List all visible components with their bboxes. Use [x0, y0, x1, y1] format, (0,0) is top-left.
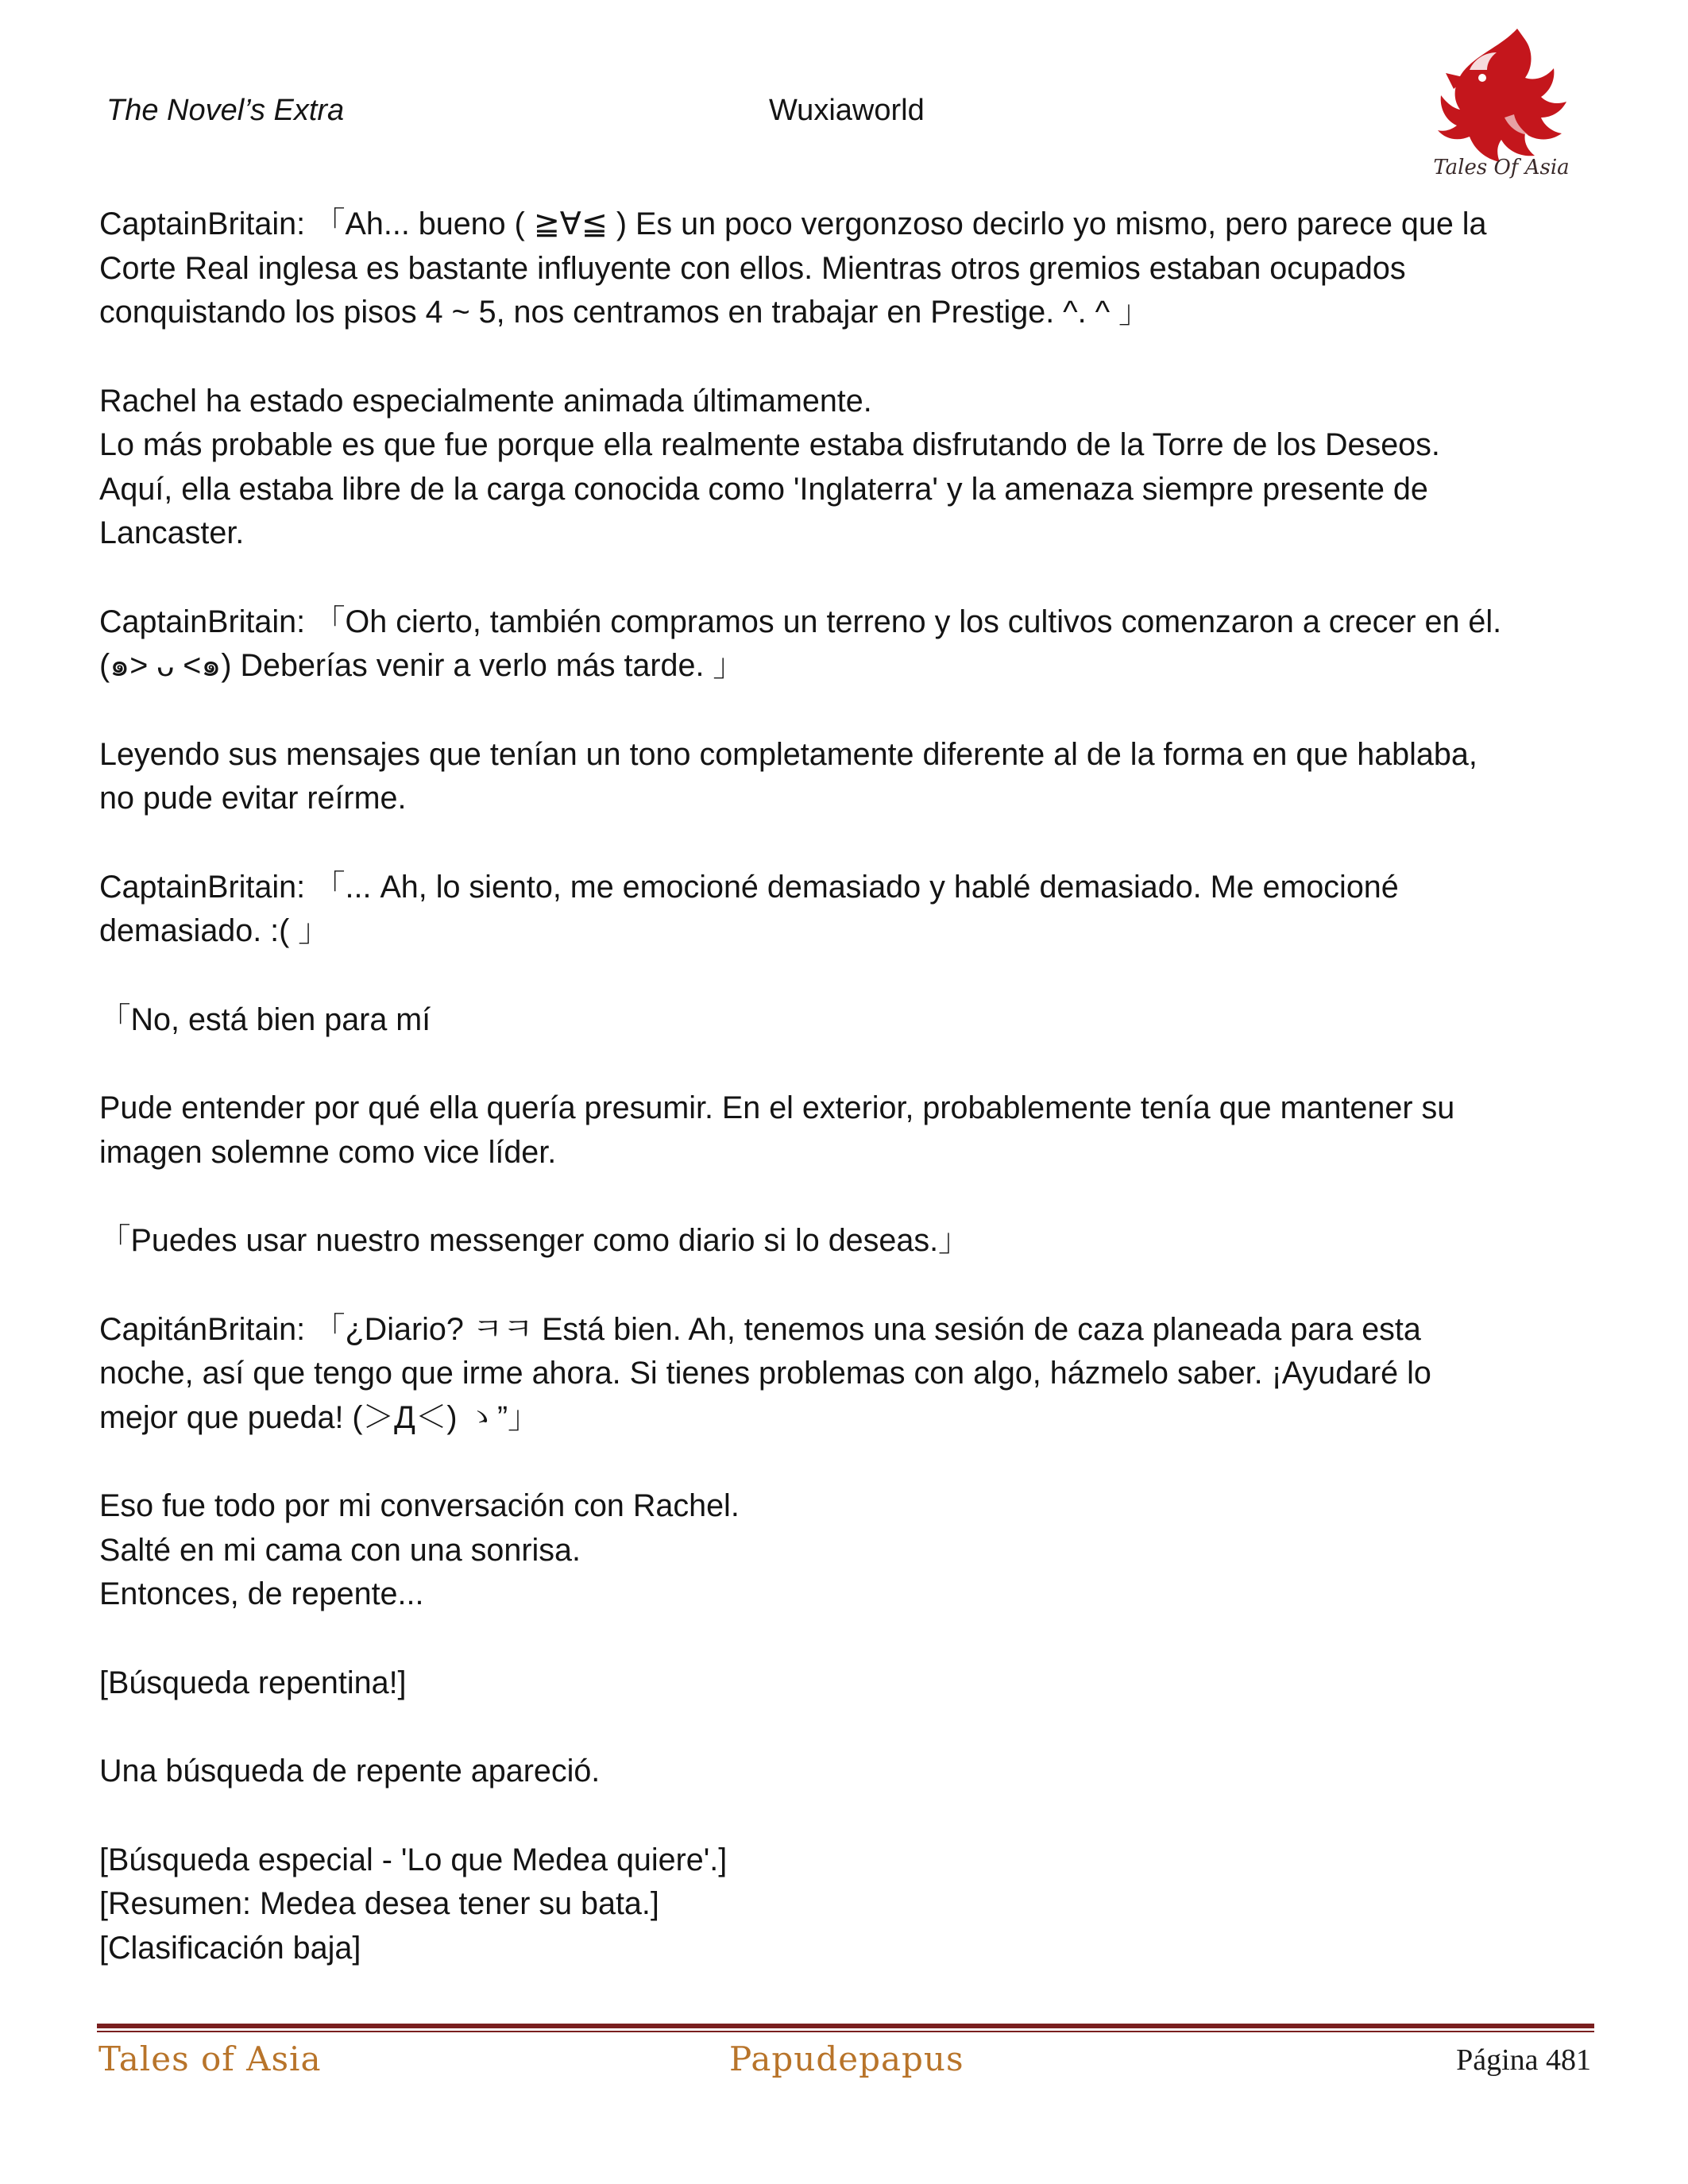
footer-translator: Papudepapus	[729, 2039, 964, 2078]
text-line: [Búsqueda especial - 'Lo que Medea quiere'.]	[99, 1842, 728, 1877]
text-line: [Búsqueda repentina!]	[99, 1665, 407, 1700]
text-line: mejor que pueda! (＞Д＜) ゝ”」	[99, 1399, 539, 1435]
text-line: (๑> ᴗ <๑) Deberías venir a verlo más tarde. 」	[99, 648, 744, 683]
paragraph	[99, 1750, 1593, 1794]
text-line: conquistando los pisos 4 ~ 5, nos centramos en trabajar en Prestige. ^. ^ 」	[99, 295, 1150, 330]
text-line: Eso fue todo por mi conversación con Rachel.	[99, 1488, 740, 1523]
text-line: CaptainBritain: 「... Ah, lo siento, me emocioné demasiado y hablé demasiado. Me emocioné	[99, 869, 1399, 905]
paragraph	[99, 1661, 1593, 1706]
text-line: 「No, está bien para mí	[99, 1001, 431, 1037]
text-line: Entonces, de repente...	[99, 1576, 424, 1611]
paragraph	[99, 1839, 1593, 1971]
text-line: noche, así que tengo que irme ahora. Si tienes problemas con algo, házmelo saber. ¡Ayudaré lo	[99, 1356, 1431, 1391]
text-line: Lancaster.	[99, 515, 245, 550]
text-line: CaptainBritain: 「Oh cierto, también compramos un terreno y los cultivos comenzaron a crecer en él.	[99, 604, 1502, 639]
paragraph	[99, 203, 1593, 335]
paragraph	[99, 600, 1593, 689]
logo-text: Tales Of Asia	[1433, 156, 1570, 179]
page-body	[99, 203, 1593, 1970]
paragraph	[99, 733, 1593, 821]
text-line: Rachel ha estado especialmente animada últimamente.	[99, 383, 872, 419]
text-line: demasiado. :( 」	[99, 913, 330, 948]
header-source: Wuxiaworld	[769, 94, 925, 127]
text-line: 「Puedes usar nuestro messenger como diario si lo deseas.」	[99, 1223, 970, 1258]
paragraph	[99, 866, 1593, 954]
header-novel-title: The Novel’s Extra	[106, 94, 345, 127]
text-line: CapitánBritain: 「¿Diario? ㅋㅋ Está bien. Ah, tenemos una sesión de caza planeada para esta	[99, 1311, 1421, 1347]
text-line: imagen solemne como vice líder.	[99, 1134, 557, 1170]
paragraph	[99, 380, 1593, 556]
paragraph	[99, 1308, 1593, 1441]
paragraph	[99, 1484, 1593, 1617]
text-line: Pude entender por qué ella quería presumir. En el exterior, probablemente tenía que mantener su	[99, 1090, 1455, 1125]
text-line: CaptainBritain: 「Ah... bueno ( ≧∀≦ ) Es un poco vergonzoso decirlo yo mismo, pero parece que la	[99, 206, 1487, 241]
paragraph	[99, 1086, 1593, 1175]
text-line: Salté en mi cama con una sonrisa.	[99, 1532, 581, 1568]
footer-rule-thick	[97, 2024, 1594, 2028]
text-line: Lo más probable es que fue porque ella realmente estaba disfrutando de la Torre de los Deseos.	[99, 427, 1440, 462]
text-line: Leyendo sus mensajes que tenían un tono completamente diferente al de la forma en que hablaba,	[99, 736, 1477, 772]
page-header	[0, 0, 1688, 199]
footer-site-name: Tales of Asia	[98, 2039, 322, 2078]
text-line: [Resumen: Medea desea tener su bata.]	[99, 1886, 659, 1921]
text-line: Corte Real inglesa es bastante influyente con ellos. Mientras otros gremios estaban ocupados	[99, 250, 1406, 286]
text-line: Una búsqueda de repente apareció.	[99, 1754, 601, 1788]
page-number: Página 481	[1456, 2043, 1591, 2077]
text-line: Aquí, ella estaba libre de la carga conocida como 'Inglaterra' y la amenaza siempre presente de	[99, 471, 1428, 507]
paragraph	[99, 1219, 1593, 1264]
footer-rule-thin	[97, 2031, 1594, 2032]
text-line: no pude evitar reírme.	[99, 781, 407, 816]
paragraph	[99, 998, 1593, 1043]
text-line: [Clasificación baja]	[99, 1930, 361, 1966]
